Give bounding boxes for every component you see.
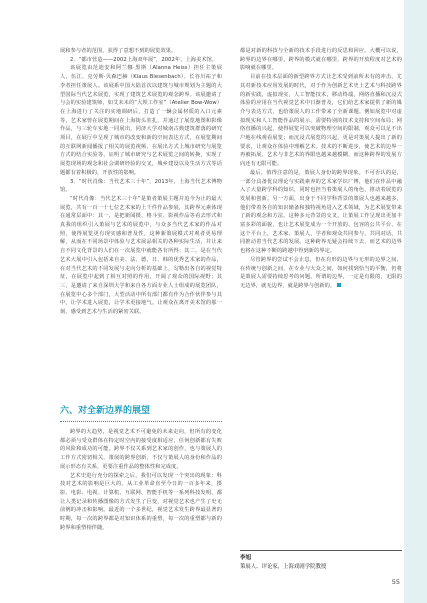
paragraph: 目前在技术层面的新型跨界方式让艺术受到前所未有的冲击，尤其对新技术应用发展的时代，对于作为创新艺术史上艺术与科技跨界的新实践，虚拟现实，人工智能技术，移动终端，网络直播和沉浸式体验的应用在当代视觉艺术中日渐普及，它们给艺术家提供了新的媒介与表达方式，也给策展人的工作带来了全新课题。例如展览中对虚拟现实和人工智能作品的展示，需要特别的技术支持和空间布局；网络直播的兴起，使得展览可以突破物理空间的限制，观众可以足不出户地在线观看展览；而沉浸式展览的兴起，更是对策展人提出了新的要求，让观众在体验中理解艺术。技术的不断进步，使艺术的边界一再被拓展，艺术与非艺术的界限也越来越模糊，而这种跨界的发展方向还有无限可能。: [240, 74, 402, 168]
paragraph: 艺术史进行充分的探索之后，我们可以发现一个突出的现象：科技对艺术的影响是巨大的。从工业革命直至今日的一百多年来，摄影、电影、电视、计算机、互联网、智能手机等一系列科技发明，都让人类记录和传播图像的方式发生了巨变，对视觉艺术也产生了史无前例的冲击和影响。最近的一个多世纪，视觉艺术发生跨界最显著的时期，每一次的跨界都是对知识体系的重塑，每一次的重塑都与新的跨界和重塑相伴随，: [60, 472, 222, 531]
left-column-top: [60, 47, 222, 317]
paragraph: 2．“都市营造——2002上海双年展”，2002年，上海美术馆。: [70, 56, 218, 63]
paragraph: 最后，值得注意的是，策展人身份的跨界现象。不可否认的是，一部分具备优良理论与实践素养的艺术家学识广博，他们在作品中融入了大量跨学科的知识，同时也担当着策展人的角色，推动着展览的发展和创新。另一方面，出身于不同学科背景的策展人也越来越多，他们带着各自的知识储备和独特视角进入艺术领域，为艺术展览带来了新的观念和方法。这种多元背景的交叉，让策展工作呈现出更加丰富多彩的面貌，也让艺术展览成为一个开放的、包容的公共平台，在这个平台上，艺术家、策展人、学者和观众共同参与，共同对话，共同推动着当代艺术的发展。这种跨界无疑会持续下去，而艺术的边界也将在这种不断的跨越中得到新的界定。: [240, 169, 402, 255]
paragraph: 都是对新的科技与全新的技术手段进行的反思和回应。大概可以说，跨界的边界在哪里，跨界的模式就在哪里，跨界的开放程度对艺术的影响就在哪里。: [240, 48, 402, 72]
paragraph: 该展览由范迪安和阿兰娜·黑斯（Alanna Heiss）担任主策展人，伍江、克劳斯·贝森巴赫（Klaus Biesenbach）、长谷川祐子和李者担任策展人。该展系中国大陆首次以建筑与城市规划为主题的大型国际当代艺术展览，实现了建筑艺术展览的观念跨界。该展邀请了与会的实验建筑师，如艾未未的“大坝工作室”（Atelier Bow-Wow）在上海进行了关注的实地调研后，打造了一辆会属材质的入口元素等，艺术家曾在展览期间在上海街头驻扎，并通过了展览地图和影像作品，与三轮车实地一同展出，同济大学对城南古典建筑群落的研究项目，在展厅中呈现了城市的改变和新的空间表达方式，在展览期间的互联网新闻播报了相关的展览视频，在展出方式上城市研究与展览方式的结合实验等，证明了城市研究与艺术展览之间的转换，实现了展览现场的观念和社会调研经验的交叉，城乡建设以及生活方式等话题都有着积极的，开放性的影响。: [60, 65, 222, 176]
page-edge-band: [404, 0, 427, 603]
paragraph: 展和参与者的范围，获得了意想不到的展览效果。: [60, 48, 177, 54]
paragraph: 跨界的大趋势，是视觉艺术不可避免的未来走向，但所有的变化都必须与受众群体在特定时空内的接受度相适应，任何创新都有失败的风险和成功的可能。跨界不仅关系到艺术家的创作，也与策展人的工作方式密切相关。策展的跨界创新，不仅与策展人的身份和作品的展示形态有关系，更要注重作品的整体性和完成度。: [60, 429, 222, 470]
paragraph-text: 尽管跨界的尝试不会止息，但在有形的边界与无形的边界之间，在传统与创新之间，在专业与大众之间，如何找到恰当的平衡，仍将是策展人需要持续思考的问题。所谓的边界，一定是有限的，无限的无边界，就无边界，就是跨界与创新的。: [240, 256, 402, 289]
section-heading: 六、对全新边界的展望: [60, 406, 151, 416]
author-bio: 策展人、评论家，上海戏剧学院教授: [240, 564, 327, 570]
page-number: 55: [391, 578, 400, 586]
paragraph: “时代肖像：当代艺术三十年”是策者策展主题并追今为止的最大展览，共有一百一十七位艺术家的上千件作品参展，其跨界元素体现在通常层面中：其一，是把新闻摄、格斗实、影视作品等看去形式和真我的组织引入策展与艺术的展览中，与众多当代艺术家的作品对照，使得展览更有现实感和普及性，这种新策展模式对观者更易理解，从而在不同场景中体验与艺术展品相关的各种实际生活，并让来自不同文化背景的人们在一次展览中就能各有所得；其二，是在当代艺术大展中引入包括来自美、法、德、日、韩的优秀艺术家的作品，在对当代艺术的不同发展与走向分析的基础上，勾勒出各自的视觉特征，在展览中起到了相互对照的作用，开阔了观众的国际视野；其三，是邀请了来自深圳大学和来自各方面专业人士组成的展览团队，在展览中心多个部门，大型活动中所有部门都有作为合作伙伴参与其中，让学术进入展览，让学术更接地气。让观众在离开美术馆的那一刻，感受到艺术与生活的紧密关联。: [60, 195, 222, 316]
author-divider: [240, 550, 402, 551]
left-column-bottom: [60, 428, 222, 532]
paragraph: [240, 256, 402, 291]
end-of-article-mark: [337, 283, 341, 287]
right-column: [240, 47, 402, 291]
paragraph: 3．“时代肖像：当代艺术三十年”，2013年，上海当代艺术博物馆。: [60, 178, 222, 194]
author-name: 李旭: [240, 555, 252, 561]
heading-divider: [60, 421, 222, 422]
